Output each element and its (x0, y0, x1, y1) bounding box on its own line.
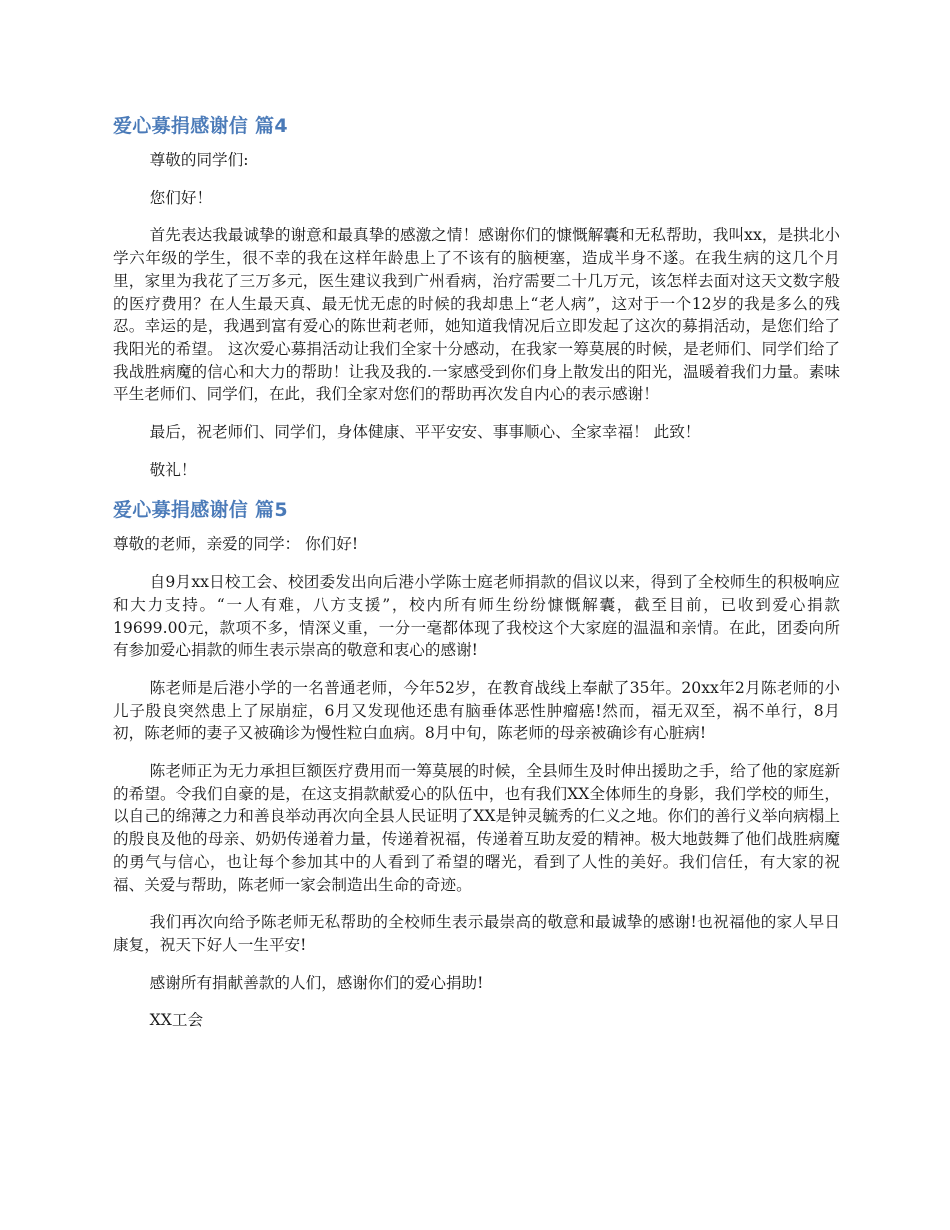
section-5-paragraph: 感谢所有捐献善款的人们，感谢你们的爱心捐助! (149, 973, 484, 992)
section-5-paragraph: 自9月xx日校工会、校团委发出向后港小学陈士庭老师捐款的倡议以来，得到了全校师生的积极响应和大力支持。“一人有难，八方支援”，校内所有师生纷纷慷慨解囊，截至目前，已收到爱心捐款19699.00元，款项不多，情深义重，一分一毫都体现了我校这个大家庭的温温和亲情。在此，团委向所有参加爱心捐款的师生表示崇高的敬意和衷心的感谢! (113, 573, 840, 660)
section-4-closing: 最后，祝老师们、同学们，身体健康、平平安安、事事顺心、全家幸福！ 此致！ (149, 423, 701, 442)
section-4-greeting: 您们好！ (149, 188, 213, 207)
section-4-body: 首先表达我最诚挚的谢意和最真挚的感激之情！感谢你们的慷慨解囊和无私帮助，我叫xx，是拱北小学六年级的学生，很不幸的我在这样年龄患上了不该有的脑梗塞，造成半身不遂。在我生病的这几个月里，家里为我花了三万多元，医生建议我到广州看病，治疗需要二十几万元，该怎样去面对这天文数字般的医疗费用？在人生最天真、最无忧无虑的时候的我却患上“老人病”，这对于一个12岁的我是多么的残忍。幸运的是，我遇到富有爱心的陈世莉老师，她知道我情况后立即发起了这次的募捐活动，是您们给了我阳光的希望。 这次爱心募捐活动让我们全家十分感动，在我家一筹莫展的时候，是老师们、同学们给了我战胜病魔的信心和大力的帮助！让我及我的.一家感受到你们身上散发出的阳光，温暖着我们力量。素味平生老师们、同学们，在此，我们全家对您们的帮助再次发自内心的表示感谢！ (113, 226, 840, 404)
section-5-signature: XX工会 (149, 1011, 204, 1030)
section-5-heading: 爱心募捐感谢信 篇5 (113, 499, 288, 522)
section-5-paragraph: 陈老师是后港小学的一名普通老师，今年52岁，在教育战线上奉献了35年。20xx年2月陈老师的小儿子殷良突然患上了尿崩症，6月又发现他还患有脑垂体恶性肿瘤癌!然而，福无双至，祸不单行，8月初，陈老师的妻子又被确诊为慢性粒白血病。8月中旬，陈老师的母亲被确诊有心脏病! (113, 678, 840, 743)
section-5-salutation: 尊敬的老师，亲爱的同学： 你们好! (113, 535, 359, 554)
section-4-salutation: 尊敬的同学们: (149, 151, 249, 169)
section-4-heading: 爱心募捐感谢信 篇4 (113, 115, 288, 137)
section-5-paragraph: 我们再次向给予陈老师无私帮助的全校师生表示最崇高的敬意和最诚挚的感谢!也祝福他的家人早日康复，祝天下好人一生平安! (113, 913, 840, 954)
section-4-regards: 敬礼！ (149, 460, 197, 479)
document-page (113, 112, 840, 1047)
section-5-paragraph: 陈老师正为无力承担巨额医疗费用而一筹莫展的时候，全县师生及时伸出援助之手，给了他的家庭新的希望。令我们自豪的是，在这支捐款献爱心的队伍中，也有我们XX全体师生的身影，我们学校的师生，以自己的绵薄之力和善良举动再次向全县人民证明了XX是钟灵毓秀的仁义之地。你们的善行义举向病榻上的殷良及他的母亲、奶奶传递着力量，传递着祝福，传递着互助友爱的精神。极大地鼓舞了他们战胜病魔的勇气与信心，也让每个参加其中的人看到了希望的曙光，看到了人性的美好。我们信任，有大家的祝福、关爱与帮助，陈老师一家会制造出生命的奇迹。 (113, 762, 840, 894)
